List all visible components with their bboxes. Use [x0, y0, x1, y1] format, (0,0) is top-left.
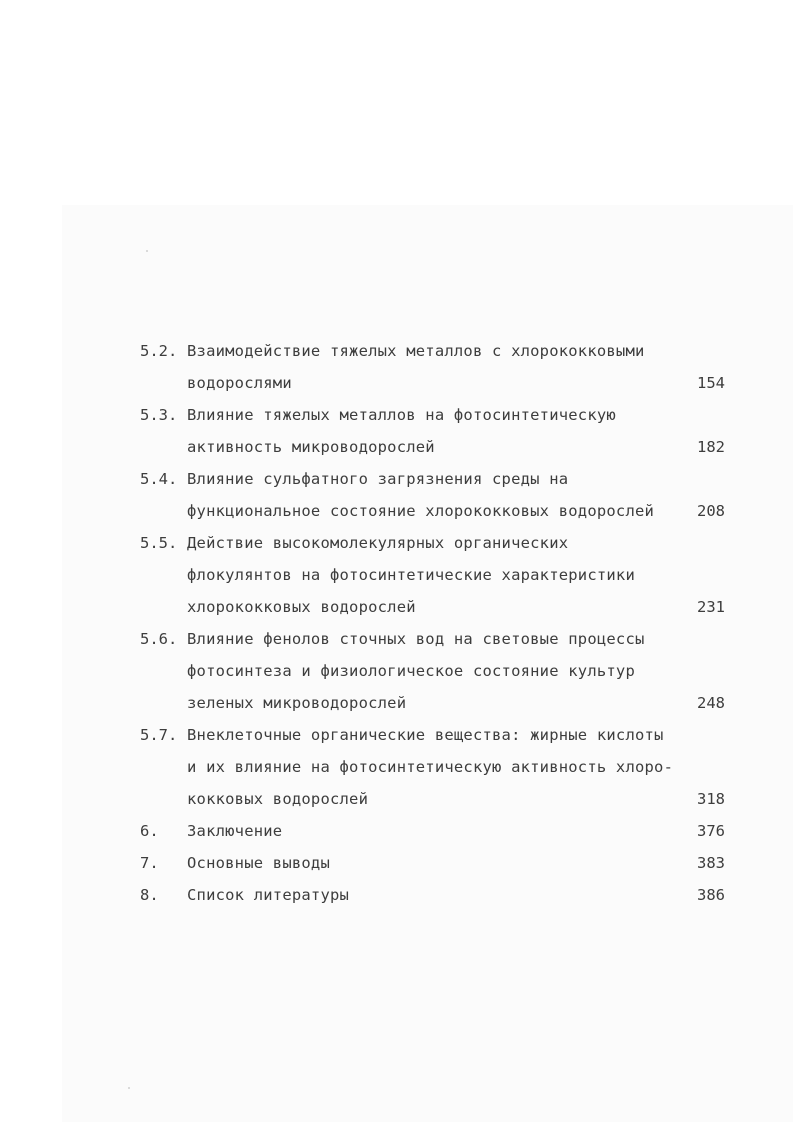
- toc-entry-number: 6.: [140, 822, 159, 840]
- toc-entry-page: 318: [697, 790, 725, 808]
- toc-entry-page: 208: [697, 502, 725, 520]
- toc-entry-title-line: Список литературы: [187, 886, 350, 904]
- toc-entry-title-line: Влияние тяжелых металлов на фотосинтетическую: [187, 406, 616, 424]
- toc-entry-number: 5.2.: [140, 342, 178, 360]
- toc-entry-title-line: Заключение: [187, 822, 283, 840]
- toc-entry-title-line: хлорококковых водорослей: [187, 598, 416, 616]
- toc-entry-title-line: водорослями: [187, 374, 292, 392]
- toc-entry-page: 386: [697, 886, 725, 904]
- toc-entry-title-line: кокковых водорослей: [187, 790, 369, 808]
- toc-entry-page: 154: [697, 374, 725, 392]
- toc-entry-title-line: фотосинтеза и физиологическое состояние культур: [187, 662, 635, 680]
- toc-entry-title-line: флокулянтов на фотосинтетические характеристики: [187, 566, 635, 584]
- toc-entry-page: 248: [697, 694, 725, 712]
- toc-entry-page: 383: [697, 854, 725, 872]
- toc-entry-title-line: Влияние фенолов сточных вод на световые процессы: [187, 630, 645, 648]
- toc-entry-number: 5.4.: [140, 470, 178, 488]
- toc-entry-title-line: функциональное состояние хлорококковых водорослей: [187, 502, 655, 520]
- toc-entry-title-line: Внеклеточные органические вещества: жирные кислоты: [187, 726, 664, 744]
- toc-entry-number: 5.3.: [140, 406, 178, 424]
- toc-entry-title-line: Взаимодействие тяжелых металлов с хлорококковыми: [187, 342, 645, 360]
- toc-entry-number: 5.7.: [140, 726, 178, 744]
- toc-entry-page: 231: [697, 598, 725, 616]
- toc-entry-title-line: Влияние сульфатного загрязнения среды на: [187, 470, 569, 488]
- toc-entry-title-line: и их влияние на фотосинтетическую активность хлоро-: [187, 758, 674, 776]
- toc-entry-title-line: Основные выводы: [187, 854, 330, 872]
- toc-entry-page: 376: [697, 822, 725, 840]
- toc-entry-number: 5.6.: [140, 630, 178, 648]
- toc-entry-number: 8.: [140, 886, 159, 904]
- toc-entry-page: 182: [697, 438, 725, 456]
- toc-entry-title-line: активность микроводорослей: [187, 438, 435, 456]
- toc-entry-number: 7.: [140, 854, 159, 872]
- toc-entry-title-line: зеленых микроводорослей: [187, 694, 407, 712]
- toc-entry-title-line: Действие высокомолекулярных органических: [187, 534, 569, 552]
- toc-entry-number: 5.5.: [140, 534, 178, 552]
